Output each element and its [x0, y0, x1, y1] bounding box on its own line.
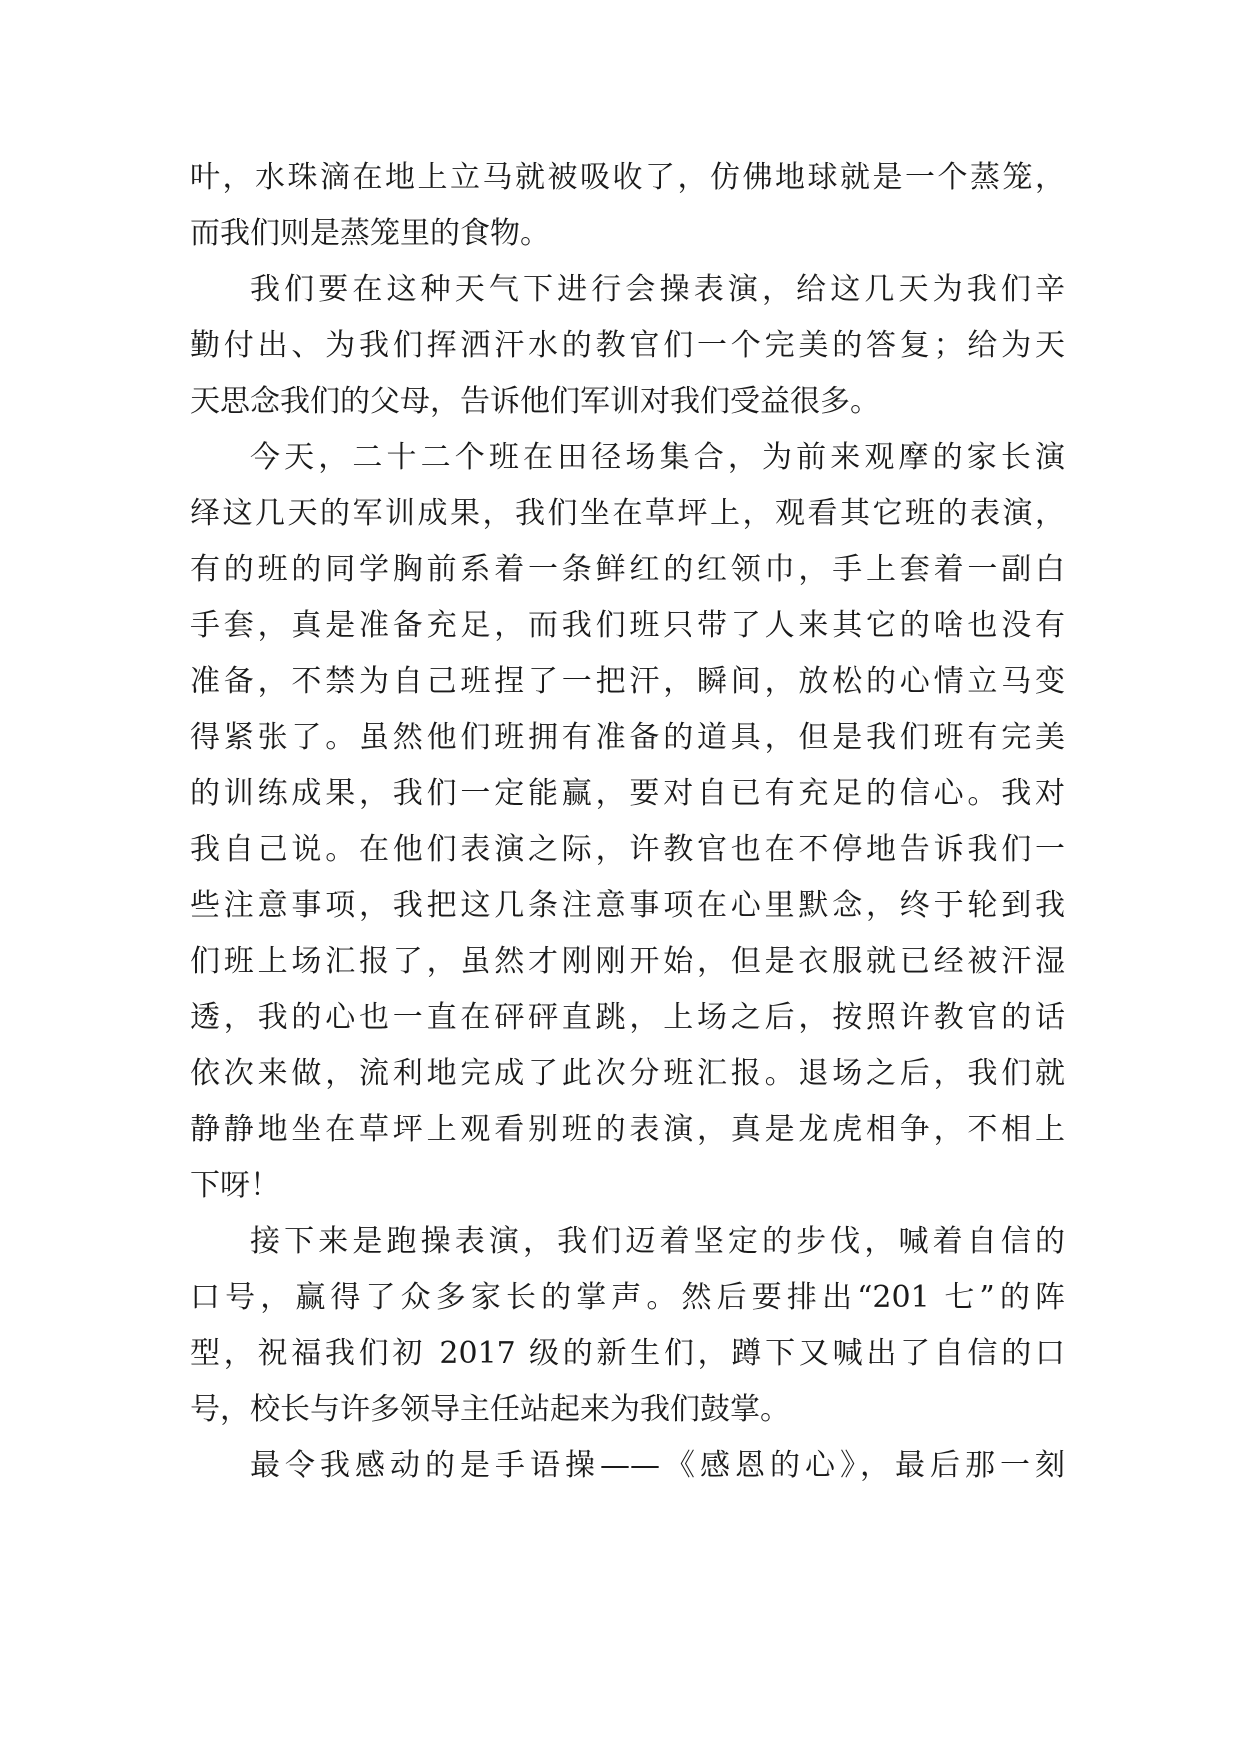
text-line: 的训练成果，我们一定能赢，要对自已有充足的信心。我对 [190, 776, 1065, 811]
text-line: 静静地坐在草坪上观看别班的表演，真是龙虎相争，不相上 [190, 1112, 1065, 1147]
text-line: 依次来做，流利地完成了此次分班汇报。退场之后，我们就 [190, 1056, 1065, 1091]
text-line: 叶，水珠滴在地上立马就被吸收了，仿佛地球就是一个蒸笼， [190, 160, 1065, 195]
paragraph-first-line: 最令我感动的是手语操——《感恩的心》，最后那一刻 [250, 1448, 1065, 1483]
text-line: 们班上场汇报了，虽然才刚刚开始，但是衣服就已经被汗湿 [190, 944, 1065, 979]
text-line: 号，校长与许多领导主任站起来为我们鼓掌。 [190, 1392, 790, 1427]
text-line: 准备，不禁为自己班捏了一把汗，瞬间，放松的心情立马变 [190, 664, 1065, 699]
text-line: 口号，赢得了众多家长的掌声。然后要排出“201 七”的阵 [190, 1280, 1065, 1315]
text-line: 有的班的同学胸前系着一条鲜红的红领巾，手上套着一副白 [190, 552, 1065, 587]
text-line: 透，我的心也一直在砰砰直跳，上场之后，按照许教官的话 [190, 1000, 1065, 1035]
text-line: 下呀！ [190, 1168, 280, 1203]
text-line: 而我们则是蒸笼里的食物。 [190, 216, 550, 251]
document-page [190, 150, 1065, 1494]
text-line: 天思念我们的父母，告诉他们军训对我们受益很多。 [190, 384, 880, 419]
text-line: 得紧张了。虽然他们班拥有准备的道具，但是我们班有完美 [190, 720, 1065, 755]
text-line: 些注意事项，我把这几条注意事项在心里默念，终于轮到我 [190, 888, 1065, 923]
paragraph-first-line: 今天，二十二个班在田径场集合，为前来观摩的家长演 [250, 440, 1065, 475]
text-line: 勤付出、为我们挥洒汗水的教官们一个完美的答复；给为天 [190, 328, 1065, 363]
text-line: 我自己说。在他们表演之际，许教官也在不停地告诉我们一 [190, 832, 1065, 867]
paragraph-first-line: 接下来是跑操表演，我们迈着坚定的步伐，喊着自信的 [250, 1224, 1065, 1259]
text-line: 手套，真是准备充足，而我们班只带了人来其它的啥也没有 [190, 608, 1065, 643]
text-line: 型，祝福我们初 2017 级的新生们，蹲下又喊出了自信的口 [190, 1336, 1065, 1371]
paragraph-first-line: 我们要在这种天气下进行会操表演，给这几天为我们辛 [250, 272, 1065, 307]
text-line: 绎这几天的军训成果，我们坐在草坪上，观看其它班的表演， [190, 496, 1065, 531]
